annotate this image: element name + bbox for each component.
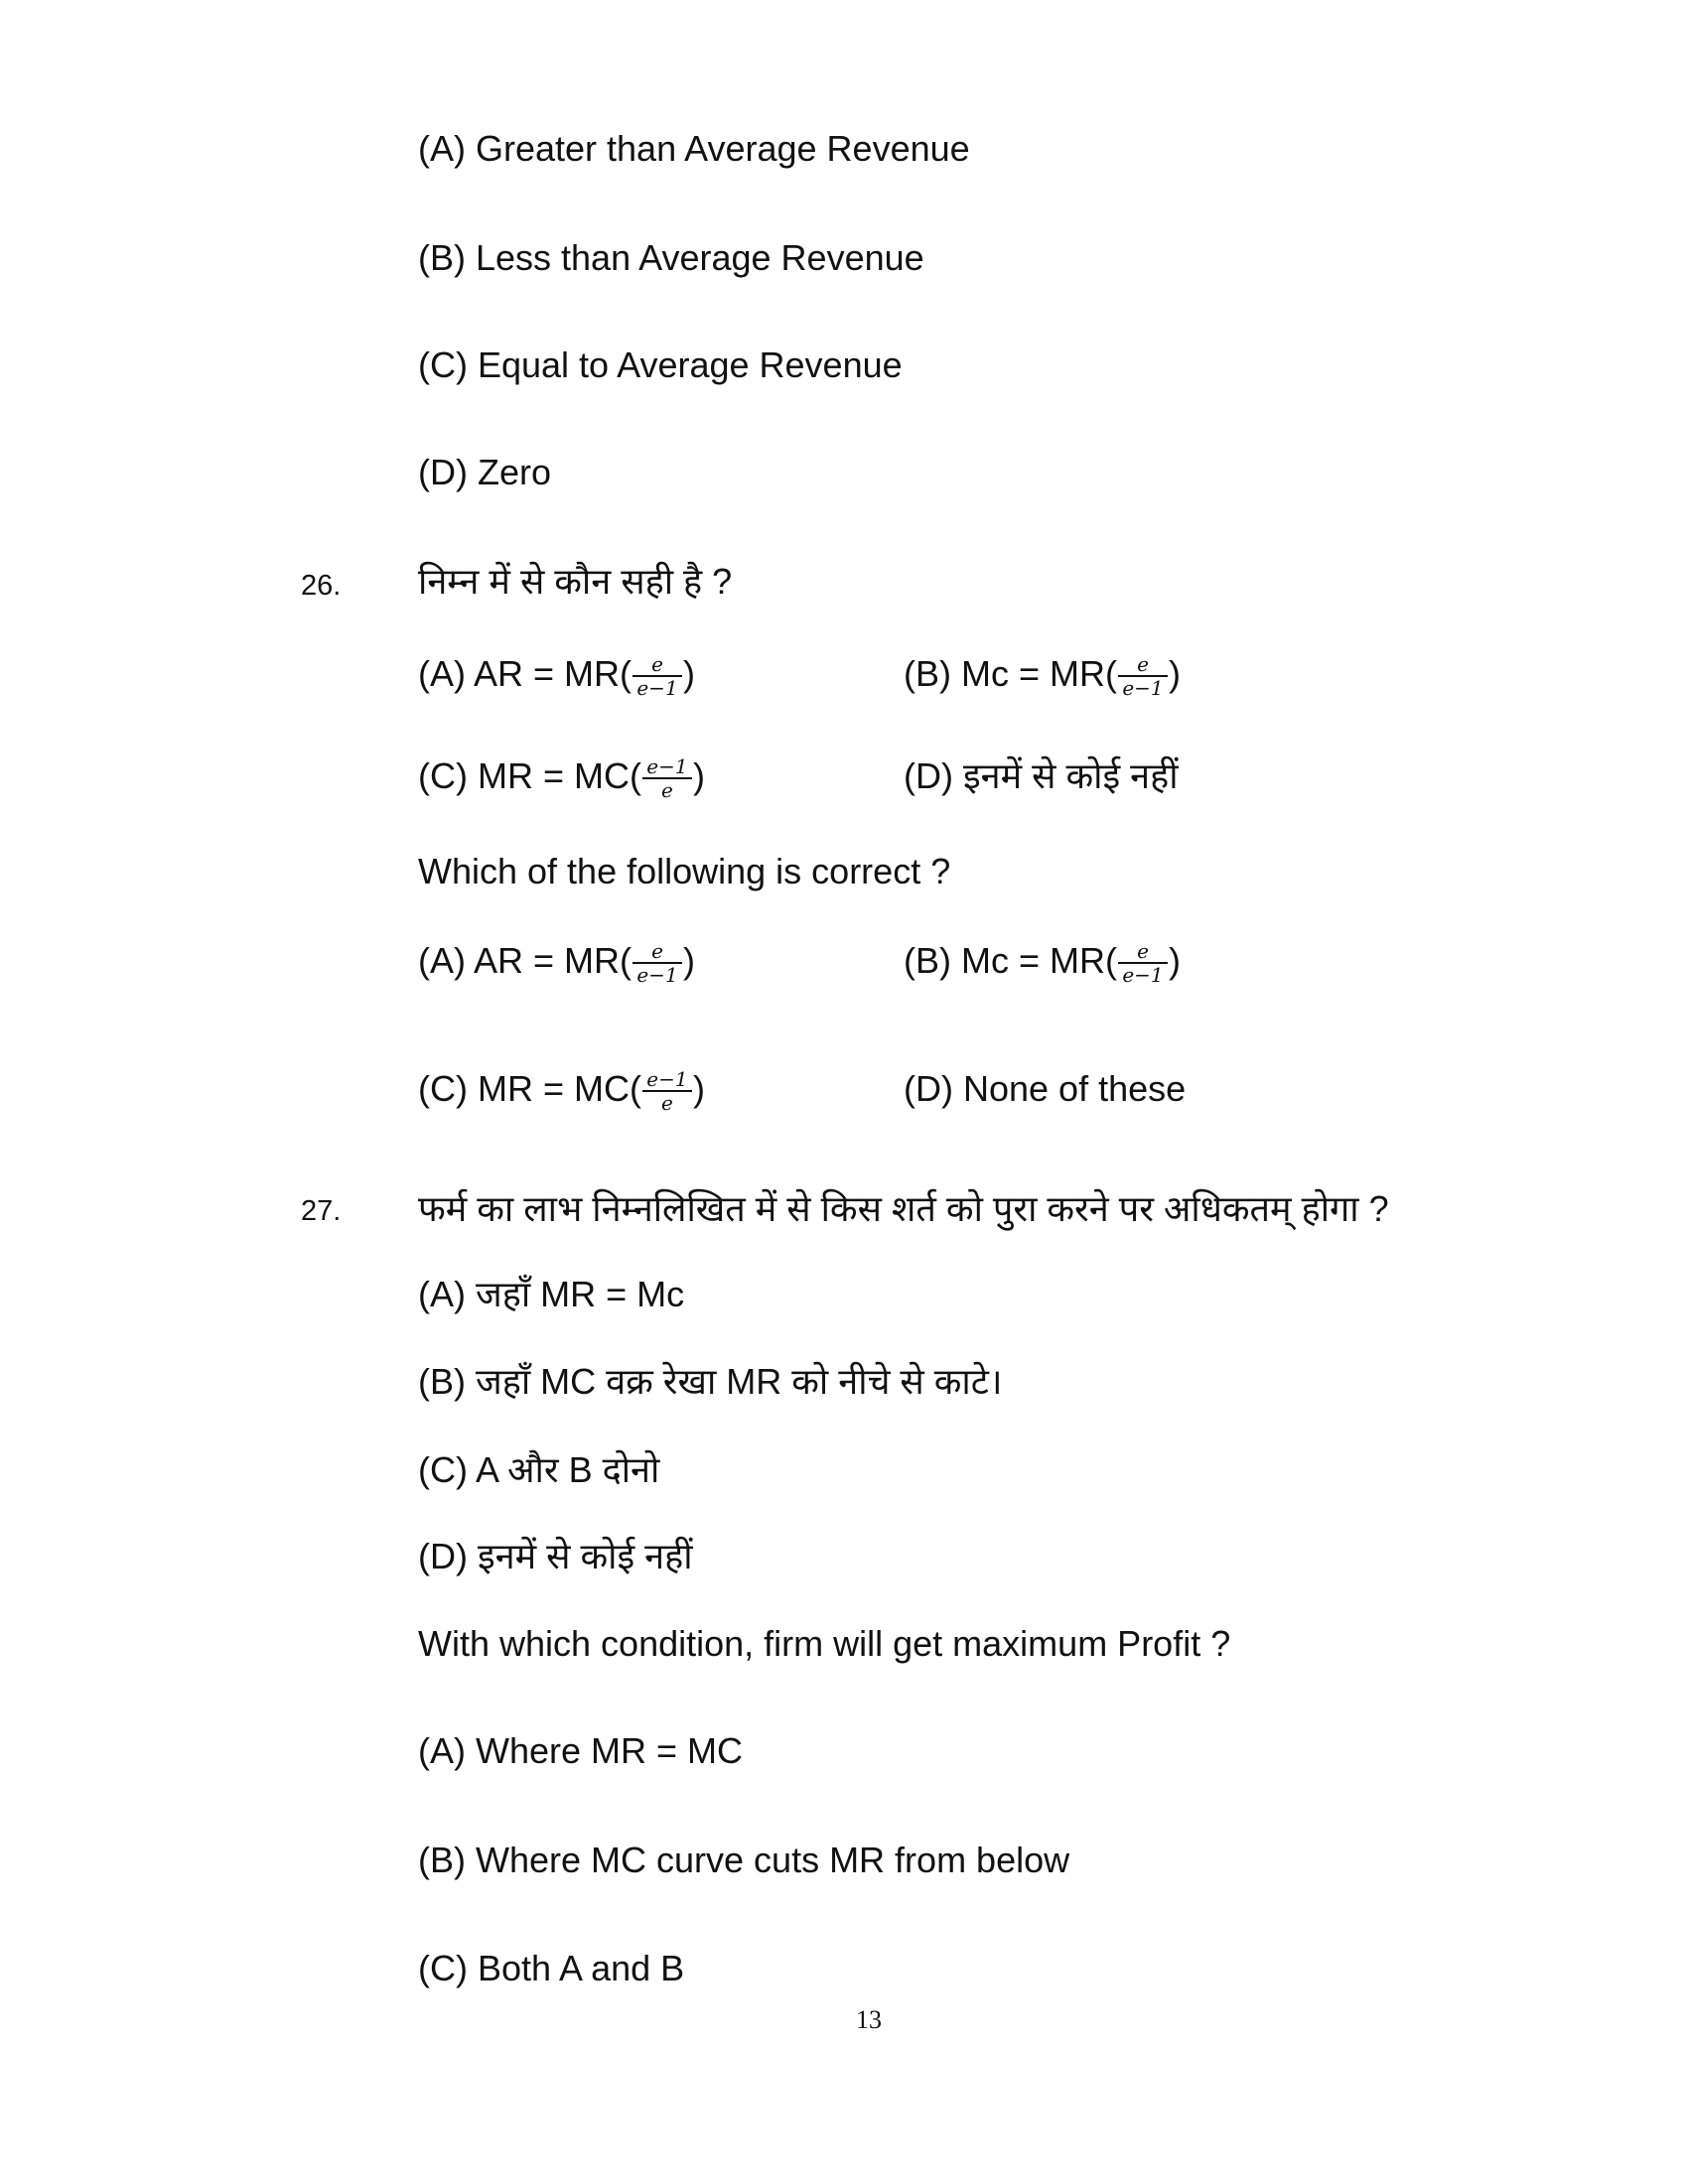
q26-hindi-option-d: (D) इनमें से कोई नहीं (904, 755, 1179, 796)
option-text: (B) Mc = MR( (904, 653, 1117, 694)
numerator: e (633, 653, 682, 677)
q27-english-question: With which condition, firm will get maximum Profit ? (418, 1623, 1231, 1664)
q26-hindi-question: निम्न में से कौन सही है ? (418, 561, 733, 602)
numerator: e (1118, 653, 1168, 677)
denominator: e−1 (636, 676, 678, 701)
q27-english-option-a: (A) Where MR = MC (418, 1730, 744, 1771)
denominator: e−1 (1122, 963, 1164, 988)
fraction (1118, 653, 1168, 699)
q26-english-question: Which of the following is correct ? (418, 851, 951, 891)
q27-hindi-option-a: (A) जहाँ MR = Mc (418, 1274, 685, 1314)
option-text: (C) MR = MC( (418, 755, 641, 796)
fraction (633, 653, 682, 699)
q27-hindi-option-c: (C) A और B दोनो (418, 1449, 660, 1490)
fraction (642, 755, 692, 801)
option-text: ) (683, 940, 696, 981)
q27-hindi-question: फर्म का लाभ निम्नलिखित में से किस शर्त को पुरा करने पर अधिकतम् होगा ? (418, 1188, 1389, 1229)
option-text: ) (1168, 653, 1181, 694)
option-text: ) (692, 1068, 705, 1109)
q26-hindi-option-a (418, 652, 695, 699)
question-number-27: 27. (301, 1195, 342, 1227)
q25-option-d: (D) Zero (418, 452, 551, 492)
q26-hindi-option-b (904, 652, 1181, 699)
q26-english-option-b (904, 939, 1181, 986)
q27-english-option-b: (B) Where MC curve cuts MR from below (418, 1840, 1070, 1880)
q27-hindi-option-d: (D) इनमें से कोई नहीं (418, 1536, 693, 1576)
numerator: e (1118, 940, 1168, 964)
q25-option-c: (C) Equal to Average Revenue (418, 344, 903, 385)
denominator: e (661, 778, 673, 803)
question-number-26: 26. (301, 570, 342, 602)
numerator: e−1 (642, 1068, 692, 1092)
q26-english-option-c (418, 1067, 705, 1114)
option-text: (A) AR = MR( (418, 940, 633, 981)
q25-option-b: (B) Less than Average Revenue (418, 237, 924, 278)
numerator: e (633, 940, 682, 964)
fraction (642, 1068, 692, 1114)
denominator: e−1 (1122, 676, 1164, 701)
q26-hindi-option-c (418, 754, 705, 801)
page-number: 13 (856, 2005, 882, 2034)
option-text: (B) Mc = MR( (904, 940, 1117, 981)
numerator: e−1 (642, 755, 692, 779)
q26-english-option-a (418, 939, 695, 986)
fraction (633, 940, 682, 986)
option-text: ) (1168, 940, 1181, 981)
denominator: e (661, 1091, 673, 1116)
q26-english-option-d: (D) None of these (904, 1068, 1187, 1109)
q27-english-option-c: (C) Both A and B (418, 1948, 685, 1988)
q25-option-a: (A) Greater than Average Revenue (418, 128, 970, 169)
option-text: ) (683, 653, 696, 694)
q27-hindi-option-b: (B) जहाँ MC वक्र रेखा MR को नीचे से काटे। (418, 1361, 1003, 1402)
denominator: e−1 (636, 963, 678, 988)
option-text: (C) MR = MC( (418, 1068, 641, 1109)
option-text: (A) AR = MR( (418, 653, 633, 694)
fraction (1118, 940, 1168, 986)
option-text: ) (692, 755, 705, 796)
